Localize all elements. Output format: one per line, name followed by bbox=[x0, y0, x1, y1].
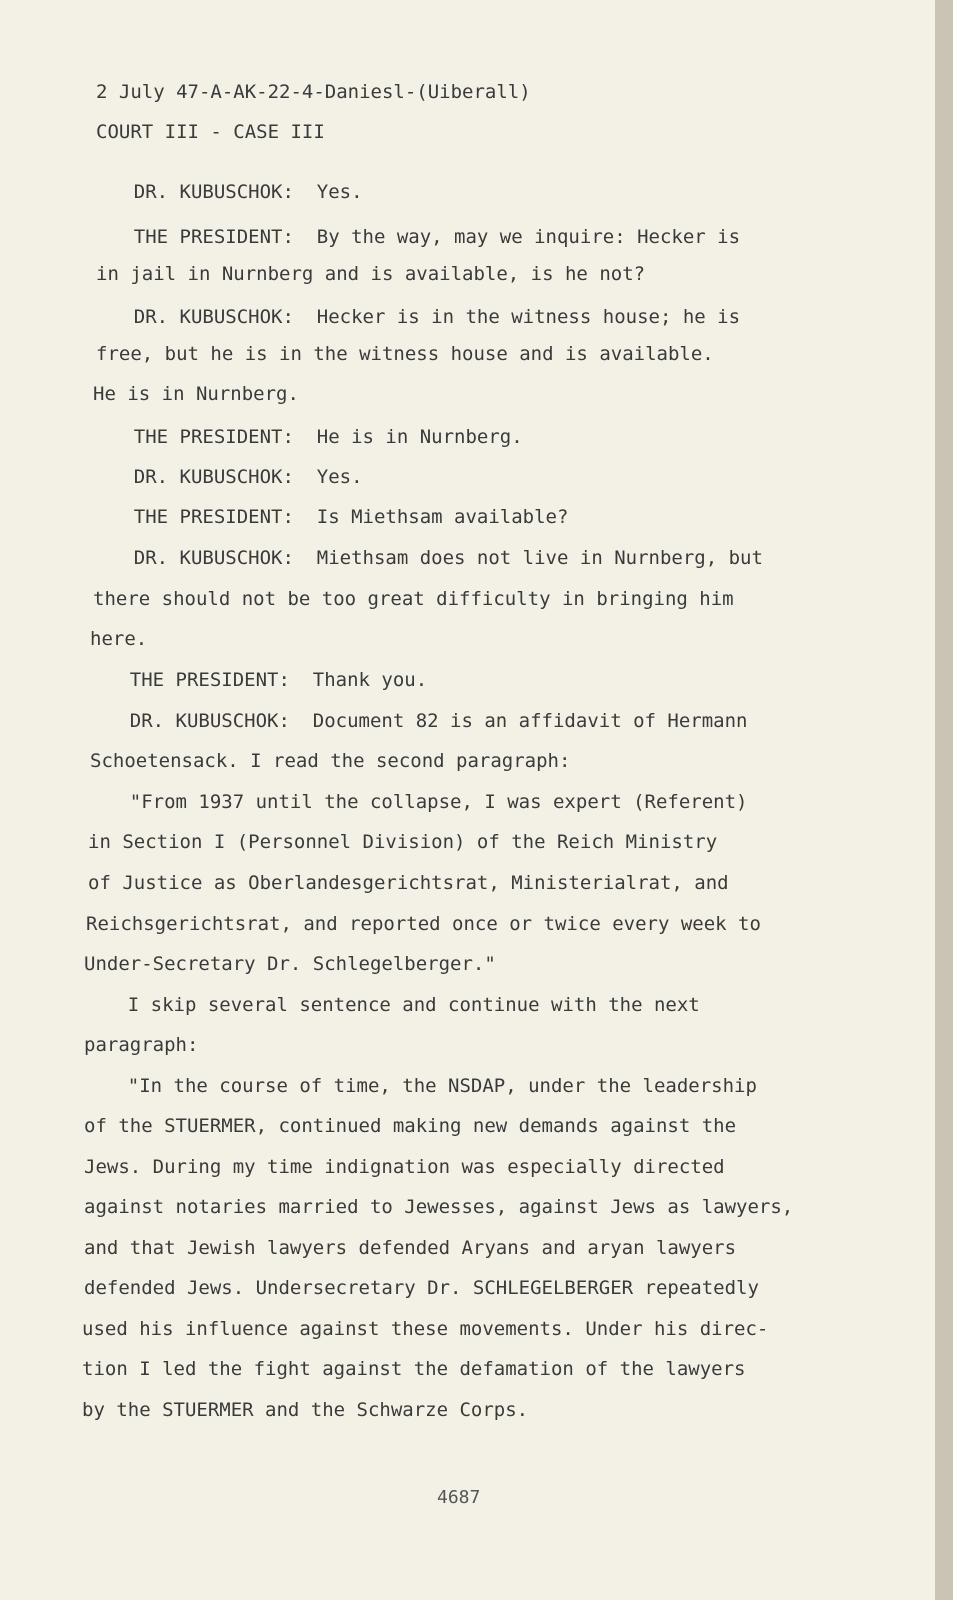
transcript-line: THE PRESIDENT: By the way, may we inquire: Hecker is bbox=[88, 226, 741, 248]
transcript-line: paragraph: bbox=[84, 1034, 199, 1056]
transcript-line: here. bbox=[90, 628, 148, 650]
transcript-line: used his influence against these movements. Under his direc- bbox=[82, 1318, 769, 1340]
transcript-line: I skip several sentence and continue with the next bbox=[82, 994, 700, 1016]
transcript-line: there should not be too great difficulty in bringing him bbox=[93, 588, 734, 610]
transcript-line: DR. KUBUSCHOK: Document 82 is an affidavit of Hermann bbox=[84, 710, 748, 732]
transcript-line: DR. KUBUSCHOK: Yes. bbox=[88, 466, 363, 488]
transcript-line: and that Jewish lawyers defended Aryans and aryan lawyers bbox=[84, 1237, 737, 1259]
transcript-line: tion I led the fight against the defamation of the lawyers bbox=[82, 1358, 746, 1380]
transcript-line: DR. KUBUSCHOK: Yes. bbox=[88, 181, 363, 203]
transcript-line: He is in Nurnberg. bbox=[93, 383, 299, 405]
transcript-line: THE PRESIDENT: Thank you. bbox=[84, 669, 428, 691]
transcript-line: Schoetensack. I read the second paragraph: bbox=[90, 750, 571, 772]
transcript-line: "In the course of time, the NSDAP, under the leadership bbox=[82, 1075, 757, 1097]
transcript-line: Jews. During my time indignation was especially directed bbox=[84, 1156, 725, 1178]
transcript-line: in jail in Nurnberg and is available, is he not? bbox=[96, 263, 646, 285]
transcript-line: in Section I (Personnel Division) of the Reich Ministry bbox=[88, 831, 718, 853]
transcript-line: DR. KUBUSCHOK: Miethsam does not live in Nurnberg, but bbox=[88, 547, 763, 569]
page-edge-shadow bbox=[935, 0, 953, 1600]
transcript-line: THE PRESIDENT: He is in Nurnberg. bbox=[88, 426, 523, 448]
transcript-line: THE PRESIDENT: Is Miethsam available? bbox=[88, 506, 569, 528]
transcript-line: by the STUERMER and the Schwarze Corps. bbox=[82, 1399, 529, 1421]
header-line-1: 2 July 47-A-AK-22-4-Daniesl-(Uiberall) bbox=[96, 81, 531, 103]
transcript-line: Reichsgerichtsrat, and reported once or twice every week to bbox=[86, 913, 761, 935]
transcript-line: free, but he is in the witness house and is available. bbox=[96, 343, 714, 365]
transcript-line: Under-Secretary Dr. Schlegelberger." bbox=[84, 953, 496, 975]
page-number: 4687 bbox=[437, 1487, 481, 1508]
transcript-line: of the STUERMER, continued making new demands against the bbox=[84, 1115, 737, 1137]
transcript-line: against notaries married to Jewesses, against Jews as lawyers, bbox=[84, 1196, 794, 1218]
header-line-2: COURT III - CASE III bbox=[96, 121, 325, 143]
transcript-line: defended Jews. Undersecretary Dr. SCHLEGELBERGER repeatedly bbox=[84, 1277, 759, 1299]
transcript-line: DR. KUBUSCHOK: Hecker is in the witness house; he is bbox=[88, 306, 741, 328]
transcript-line: "From 1937 until the collapse, I was expert (Referent) bbox=[84, 791, 748, 813]
transcript-line: of Justice as Oberlandesgerichtsrat, Ministerialrat, and bbox=[88, 872, 729, 894]
